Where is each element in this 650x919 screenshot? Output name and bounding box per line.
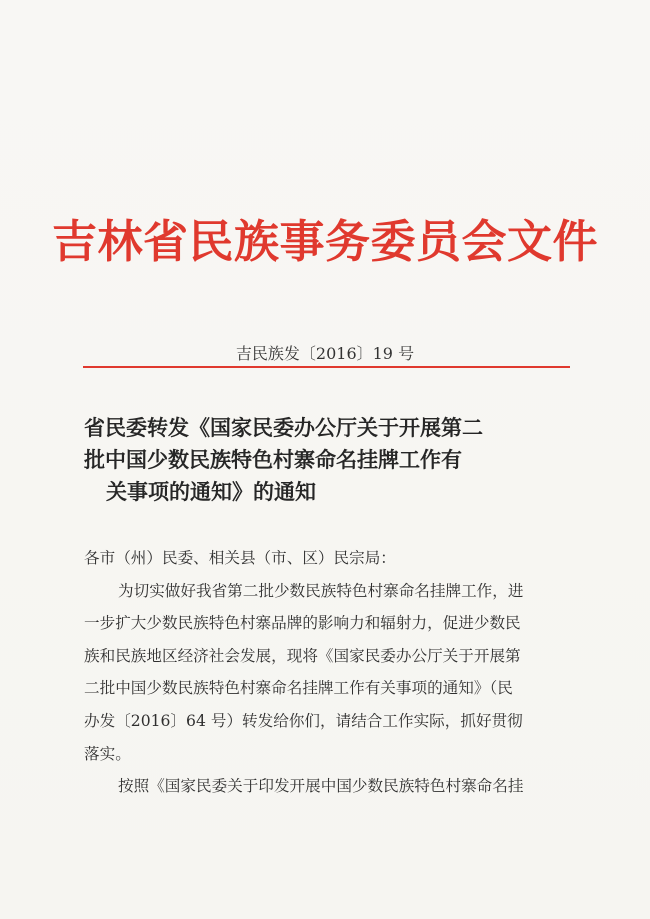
paragraph-line: 按照《国家民委关于印发开展中国少数民族特色村寨命名挂 xyxy=(118,777,524,796)
subject-line: 关事项的通知》的通知 xyxy=(106,480,316,504)
subject-line: 批中国少数民族特色村寨命名挂牌工作有 xyxy=(84,448,462,472)
subject-line: 省民委转发《国家民委办公厅关于开展第二 xyxy=(84,416,483,440)
paragraph-line: 二批中国少数民族特色村寨命名挂牌工作有关事项的通知》（民 xyxy=(84,679,513,698)
red-separator-line xyxy=(83,366,570,368)
document-number: 吉民族发〔2016〕19 号 xyxy=(235,344,415,363)
document-subject xyxy=(84,412,574,508)
paragraph-line: 落实。 xyxy=(84,744,131,763)
paragraph-line: 族和民族地区经济社会发展，现将《国家民委办公厅关于开展第 xyxy=(84,646,521,665)
document-body xyxy=(84,542,578,803)
paragraph-line: 办发〔2016〕64 号）转发给你们，请结合工作实际，抓好贯彻 xyxy=(84,711,523,730)
paragraph-line: 为切实做好我省第二批少数民族特色村寨命名挂牌工作，进 xyxy=(118,581,524,600)
paragraph-line: 一步扩大少数民族特色村寨品牌的影响力和辐射力，促进少数民 xyxy=(84,614,521,633)
salutation: 各市（州）民委、相关县（市、区）民宗局： xyxy=(84,549,396,567)
issuing-authority-title: 吉林省民族事务委员会文件 xyxy=(51,215,598,268)
